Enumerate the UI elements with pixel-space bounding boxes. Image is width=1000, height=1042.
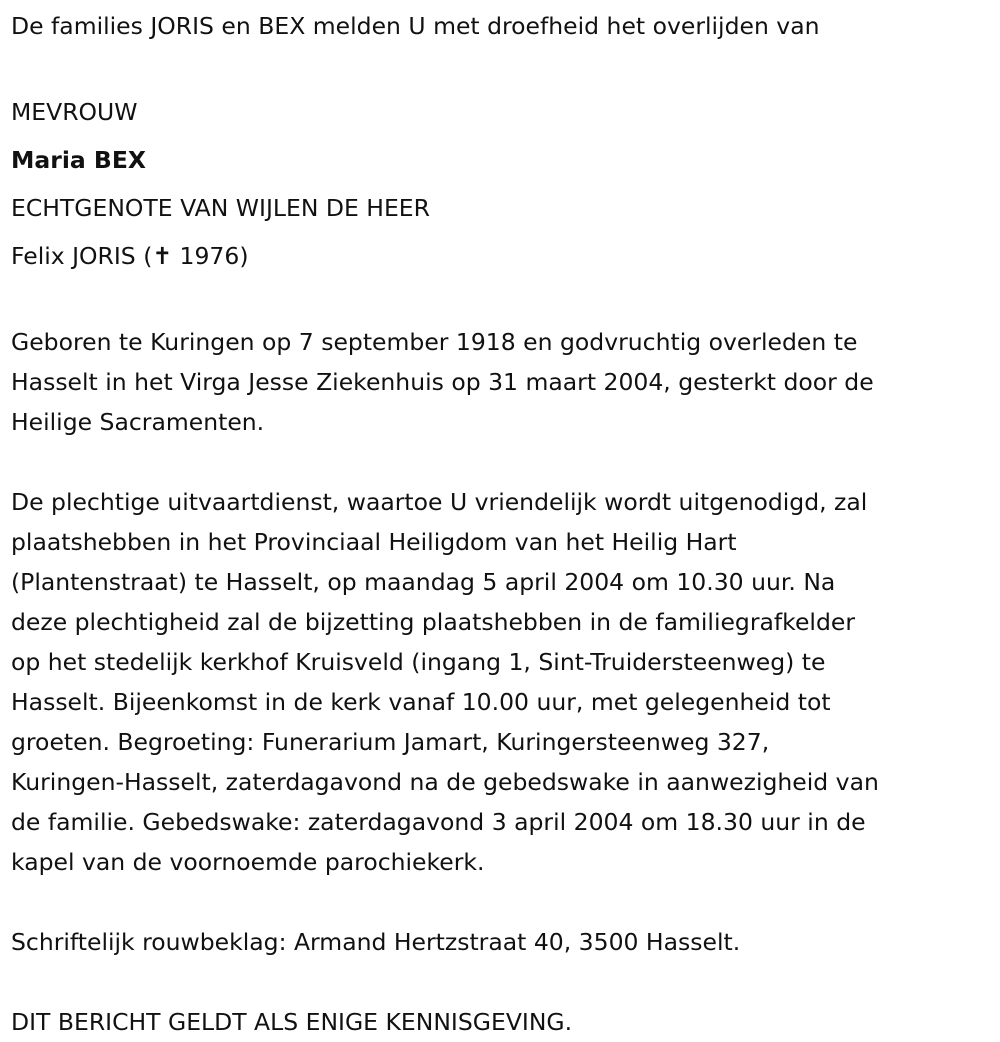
spacer — [11, 442, 990, 482]
paragraph-line: kapel van de voornoemde parochiekerk. — [11, 848, 485, 876]
spacer — [11, 46, 990, 86]
paragraph-line: (Plantenstraat) te Hasselt, op maandag 5 april 2004 om 10.30 uur. Na — [11, 568, 836, 596]
birth-death-paragraph — [11, 322, 990, 442]
spacer — [11, 282, 990, 322]
paragraph-line: De plechtige uitvaartdienst, waartoe U vriendelijk wordt uitgenodigd, zal — [11, 488, 868, 516]
funeral-paragraph — [11, 482, 990, 882]
spouse-name: Felix JORIS (✝ 1976) — [11, 242, 249, 270]
deceased-block — [11, 88, 990, 280]
paragraph-line: Hasselt in het Virga Jesse Ziekenhuis op 31 maart 2004, gesterkt door de — [11, 368, 874, 396]
paragraph-line: Heilige Sacramenten. — [11, 408, 265, 436]
closing-statement: DIT BERICHT GELDT ALS ENIGE KENNISGEVING. — [11, 1008, 573, 1036]
condolences-address: Schriftelijk rouwbeklag: Armand Hertzstraat 40, 3500 Hasselt. — [11, 928, 741, 956]
paragraph-line: deze plechtigheid zal de bijzetting plaatshebben in de familiegrafkelder — [11, 608, 855, 636]
spouse-title: ECHTGENOTE VAN WIJLEN DE HEER — [11, 194, 430, 222]
spacer — [11, 882, 990, 922]
paragraph-line: plaatshebben in het Provinciaal Heiligdom van het Heilig Hart — [11, 528, 737, 556]
paragraph-line: Kuringen-Hasselt, zaterdagavond na de gebedswake in aanwezigheid van — [11, 768, 879, 796]
salutation: MEVROUW — [11, 98, 138, 126]
paragraph-line: de familie. Gebedswake: zaterdagavond 3 april 2004 om 18.30 uur in de — [11, 808, 866, 836]
paragraph-line: Geboren te Kuringen op 7 september 1918 en godvruchtig overleden te — [11, 328, 858, 356]
paragraph-line: Hasselt. Bijeenkomst in de kerk vanaf 10.00 uur, met gelegenheid tot — [11, 688, 831, 716]
paragraph-line: op het stedelijk kerkhof Kruisveld (ingang 1, Sint-Truidersteenweg) te — [11, 648, 826, 676]
paragraph-line: groeten. Begroeting: Funerarium Jamart, Kuringersteenweg 327, — [11, 728, 770, 756]
intro-text: De families JORIS en BEX melden U met droefheid het overlijden van — [11, 12, 820, 40]
spacer — [11, 962, 990, 1002]
deceased-name: Maria BEX — [11, 146, 147, 174]
